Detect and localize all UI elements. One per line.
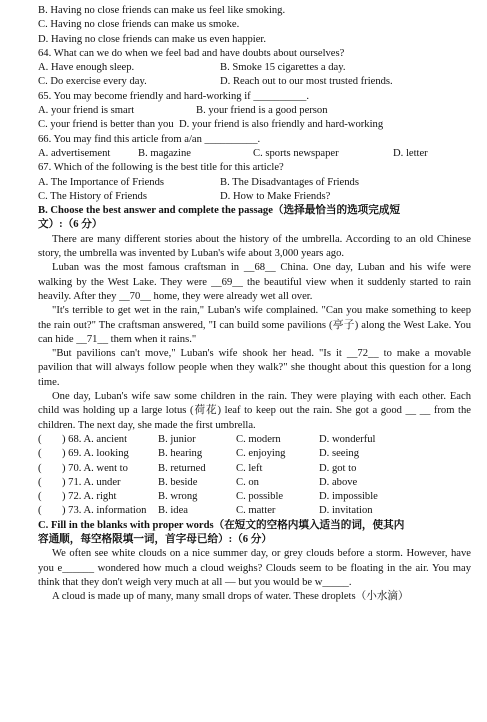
passage-paragraph: Luban was the most famous craftsman in __68__ China. One day, Luban and his wife were walking by the West Lake. They were __69__ the beautiful view when it suddenly started to rain heavily. After they __70__ home, they were already wet all over. — [38, 262, 471, 302]
passage-paragraph: One day, Luban's wife saw some children in the rain. They were playing with each other. Each child was holding up a large lotus (荷花) leaf to keep out the rain. She got a good __ __ from the children. The next day, she made the first umbrella. — [38, 391, 471, 431]
option-a: ) 72. A. right — [62, 491, 117, 503]
option-c: C. possible — [236, 491, 284, 503]
passage-paragraph: We often see white clouds on a nice summer day, or grey clouds before a storm. However, have you e______ wondered how much a cloud weighs? Clouds seem to be floating in the air. You may think that they don't weigh very much at all — but you would be w_____. — [38, 548, 471, 588]
option-a: ) 73. A. information — [62, 505, 147, 517]
q65-option-d: D. your friend is also friendly and hard-working — [178, 119, 384, 131]
q64-option-c: C. Do exercise every day. — [38, 76, 147, 88]
passage-paragraph: There are many different stories about the history of the umbrella. According to an old Chinese story, the umbrella was invented by Luban's wife about 3,000 years ago. — [38, 233, 471, 260]
section-c-heading-cont: 容通顺，每空格限填一词，首字母已给）:（6 分） — [38, 533, 272, 545]
cloze-row-72 — [38, 490, 471, 504]
option-a: ) 68. A. ancient — [62, 433, 128, 445]
option-d: D. impossible — [319, 491, 378, 503]
answer-blank[interactable]: ( — [38, 505, 42, 517]
q65-option-a: A. your friend is smart — [38, 105, 135, 117]
q65-stem: 65. You may become friendly and hard-working if __________. — [38, 90, 309, 102]
q67-option-b: B. The Disadvantages of Friends — [220, 176, 359, 188]
section-b — [38, 204, 471, 519]
option-b: B. hearing — [158, 448, 203, 460]
option-c: C. on — [236, 476, 259, 488]
question-64 — [38, 47, 471, 90]
q65-option-c: C. your friend is better than you — [38, 119, 174, 131]
passage-paragraph: "It's terrible to get wet in the rain," Luban's wife complained. "Can you make something to keep the rain out?" The craftsman answered, "I can build some pavilions (亭子) along the West Lake. You can hide __71__ them when it rains." — [38, 305, 471, 345]
option-c: C. matter — [236, 505, 276, 517]
option-b: B. junior — [158, 433, 196, 445]
option-c: C. modern — [236, 433, 281, 445]
q64-option-d: D. Reach out to our most trusted friends. — [220, 76, 393, 88]
cloze-row-73 — [38, 504, 471, 518]
q67-option-a: A. The Importance of Friends — [38, 176, 165, 188]
q66-option-b: B. magazine — [138, 147, 191, 159]
option-b: B. idea — [158, 505, 189, 517]
option-b: B. beside — [158, 476, 198, 488]
question-65 — [38, 90, 471, 133]
section-b-heading-cont: 文）:（6 分） — [38, 219, 103, 231]
cloze-answer-rows — [38, 433, 471, 519]
q66-stem: 66. You may find this article from a/an __________. — [38, 133, 261, 145]
cloze-row-69 — [38, 447, 471, 461]
q67-option-c: C. The History of Friends — [38, 190, 147, 202]
passage-paragraph: A cloud is made up of many, many small drops of water. These droplets（小水滴） — [52, 591, 409, 603]
section-c — [38, 519, 471, 605]
answer-blank[interactable]: ( — [38, 448, 42, 460]
option-a: ) 71. A. under — [62, 476, 121, 488]
answer-blank[interactable]: ( — [38, 433, 42, 445]
cloze-row-70 — [38, 462, 471, 476]
cloze-row-68 — [38, 433, 471, 447]
q63-options — [38, 4, 471, 47]
q66-option-a: A. advertisement — [38, 147, 111, 159]
question-66 — [38, 133, 471, 162]
option-d: D. got to — [319, 462, 357, 474]
option-d: D. seeing — [319, 448, 360, 460]
q65-option-b: B. your friend is a good person — [196, 105, 328, 117]
option-d: D. above — [319, 476, 358, 488]
q64-option-a: A. Have enough sleep. — [38, 62, 135, 74]
answer-blank[interactable]: ( — [38, 476, 42, 488]
cloze-row-71 — [38, 476, 471, 490]
q66-option-c: C. sports newspaper — [253, 147, 339, 159]
section-c-heading: C. Fill in the blanks with proper words（在短文的空格内填入适当的词，使其内 — [38, 519, 405, 531]
q67-option-d: D. How to Make Friends? — [220, 190, 331, 202]
q64-stem: 64. What can we do when we feel bad and have doubts about ourselves? — [38, 47, 345, 59]
option-a: ) 69. A. looking — [62, 448, 129, 460]
q64-option-b: B. Smoke 15 cigarettes a day. — [220, 62, 346, 74]
q63-option-d: D. Having no close friends can make us even happier. — [38, 33, 266, 45]
option-b: B. returned — [158, 462, 206, 474]
q67-stem: 67. Which of the following is the best title for this article? — [38, 162, 284, 174]
q63-option-c: C. Having no close friends can make us smoke. — [38, 19, 240, 31]
option-d: D. wonderful — [319, 433, 376, 445]
option-d: D. invitation — [319, 505, 373, 517]
option-a: ) 70. A. went to — [62, 462, 128, 474]
option-b: B. wrong — [158, 491, 198, 503]
q66-option-d: D. letter — [393, 147, 428, 159]
passage-paragraph: "But pavilions can't move," Luban's wife shook her head. "Is it __72__ to make a movable pavilion that will always follow people when they walk?" she thought about this question for a long time. — [38, 348, 471, 388]
answer-blank[interactable]: ( — [38, 491, 42, 503]
question-67 — [38, 161, 471, 204]
q63-option-b: B. Having no close friends can make us feel like smoking. — [38, 5, 286, 16]
option-c: C. enjoying — [236, 448, 286, 460]
answer-blank[interactable]: ( — [38, 462, 42, 474]
section-b-heading: B. Choose the best answer and complete the passage（选择最恰当的选项完成短 — [38, 205, 401, 217]
option-c: C. left — [236, 462, 263, 474]
